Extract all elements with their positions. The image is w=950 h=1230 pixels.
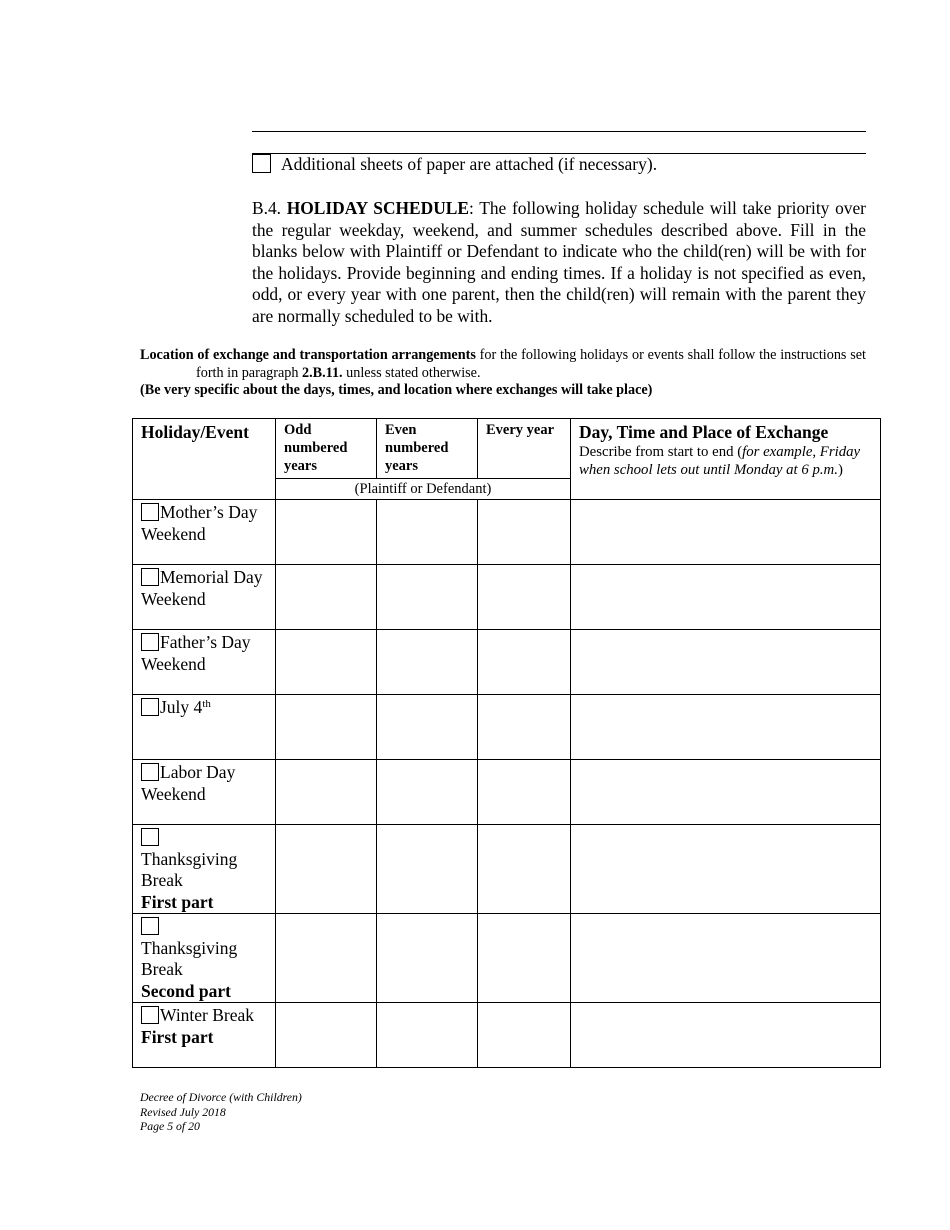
even-year-input[interactable] — [377, 695, 478, 760]
holiday-checkbox[interactable] — [141, 763, 159, 781]
every-year-input[interactable] — [478, 914, 571, 1003]
even-year-input[interactable] — [377, 914, 478, 1003]
exchange-input[interactable] — [571, 1003, 881, 1068]
holiday-name: Labor Day Weekend — [141, 762, 236, 804]
table-row — [133, 695, 881, 760]
holiday-name: July 4 — [160, 697, 203, 717]
holiday-part: First part — [141, 1026, 214, 1047]
holiday-name: Winter Break — [160, 1005, 255, 1025]
section-text: : The following holiday schedule will take priority over the regular weekday, weekend, and summer schedules described above. Fill in the blanks below with Plaintiff or Defendant to indicate who the child(ren) will be with for the holidays. Provide beginning and ending times. If a holiday is not specified as even, odd, or every year with one parent, then the child(ren) will remain with the parent they are normally scheduled to be with. — [252, 198, 866, 326]
exchange-input[interactable] — [571, 630, 881, 695]
holiday-name: Father’s Day Weekend — [141, 632, 251, 674]
exchange-input[interactable] — [571, 500, 881, 565]
odd-year-input[interactable] — [276, 914, 377, 1003]
holiday-table — [132, 418, 881, 1068]
holiday-cell — [133, 695, 276, 760]
header-even: Even numbered years — [377, 419, 478, 479]
holiday-cell — [133, 914, 276, 1003]
holiday-checkbox[interactable] — [141, 568, 159, 586]
holiday-cell — [133, 760, 276, 825]
holiday-part: First part — [141, 891, 214, 912]
location-text-b: unless stated otherwise. — [342, 364, 481, 381]
every-year-input[interactable] — [478, 825, 571, 914]
holiday-superscript: th — [202, 698, 211, 710]
odd-year-input[interactable] — [276, 695, 377, 760]
additional-sheets-label: Additional sheets of paper are attached (if necessary). — [281, 154, 658, 174]
footer-title: Decree of Divorce (with Children) — [140, 1090, 302, 1104]
holiday-checkbox[interactable] — [141, 1006, 159, 1024]
table-row — [133, 1003, 881, 1068]
holiday-name: Memorial Day Weekend — [141, 567, 263, 609]
header-exchange — [571, 419, 881, 500]
exchange-input[interactable] — [571, 825, 881, 914]
odd-year-input[interactable] — [276, 825, 377, 914]
exchange-desc: Describe from start to end (for example, Friday when school lets out until Monday at 6 p.m.) — [579, 444, 861, 478]
odd-year-input[interactable] — [276, 1003, 377, 1068]
table-row — [133, 760, 881, 825]
holiday-cell — [133, 1003, 276, 1068]
blank-line-1[interactable] — [252, 131, 866, 132]
exchange-input[interactable] — [571, 695, 881, 760]
odd-year-input[interactable] — [276, 630, 377, 695]
every-year-input[interactable] — [478, 565, 571, 630]
paragraph-ref: 2.B.11. — [301, 364, 343, 381]
table-row — [133, 630, 881, 695]
even-year-input[interactable] — [377, 760, 478, 825]
even-year-input[interactable] — [377, 565, 478, 630]
exchange-input[interactable] — [571, 565, 881, 630]
even-year-input[interactable] — [377, 825, 478, 914]
exchange-input[interactable] — [571, 760, 881, 825]
every-year-input[interactable] — [478, 1003, 571, 1068]
holiday-checkbox[interactable] — [141, 633, 159, 651]
holiday-cell — [133, 630, 276, 695]
odd-year-input[interactable] — [276, 565, 377, 630]
section-number: B.4. — [252, 198, 281, 218]
header-holiday: Holiday/Event — [133, 419, 276, 500]
header-every: Every year — [478, 419, 571, 479]
odd-year-input[interactable] — [276, 500, 377, 565]
holiday-cell — [133, 500, 276, 565]
holiday-name: Thanksgiving Break — [141, 937, 238, 979]
table-row — [133, 565, 881, 630]
exchange-title: Day, Time and Place of Exchange — [579, 422, 829, 442]
holiday-checkbox[interactable] — [141, 503, 159, 521]
header-party: (Plaintiff or Defendant) — [276, 479, 571, 500]
page-footer — [140, 1090, 302, 1134]
every-year-input[interactable] — [478, 500, 571, 565]
holiday-name: Thanksgiving Break — [141, 848, 238, 890]
section-heading: HOLIDAY SCHEDULE — [286, 198, 469, 218]
footer-page: Page 5 of 20 — [140, 1119, 200, 1133]
even-year-input[interactable] — [377, 500, 478, 565]
every-year-input[interactable] — [478, 630, 571, 695]
every-year-input[interactable] — [478, 695, 571, 760]
holiday-checkbox[interactable] — [141, 917, 159, 935]
exchange-input[interactable] — [571, 914, 881, 1003]
holiday-cell — [133, 565, 276, 630]
holiday-checkbox[interactable] — [141, 698, 159, 716]
holiday-schedule-paragraph — [252, 198, 866, 327]
footer-revised: Revised July 2018 — [140, 1104, 226, 1119]
location-lead: Location of exchange and transportation arrangements — [140, 347, 476, 363]
holiday-part: Second part — [141, 980, 231, 1001]
location-instructions — [140, 347, 866, 400]
additional-sheets-row — [252, 154, 657, 175]
even-year-input[interactable] — [377, 1003, 478, 1068]
every-year-input[interactable] — [478, 760, 571, 825]
header-odd: Odd numbered years — [276, 419, 377, 479]
holiday-name: Mother’s Day Weekend — [141, 502, 258, 544]
table-row — [133, 825, 881, 914]
holiday-cell — [133, 825, 276, 914]
table-row — [133, 500, 881, 565]
location-text-a: for the following holidays or events shall follow the instructions set forth in paragraph — [196, 347, 866, 381]
location-note: (Be very specific about the days, times, and location where exchanges will take place) — [140, 382, 653, 398]
even-year-input[interactable] — [377, 630, 478, 695]
table-row — [133, 914, 881, 1003]
additional-sheets-checkbox[interactable] — [252, 154, 271, 173]
holiday-checkbox[interactable] — [141, 828, 159, 846]
odd-year-input[interactable] — [276, 760, 377, 825]
